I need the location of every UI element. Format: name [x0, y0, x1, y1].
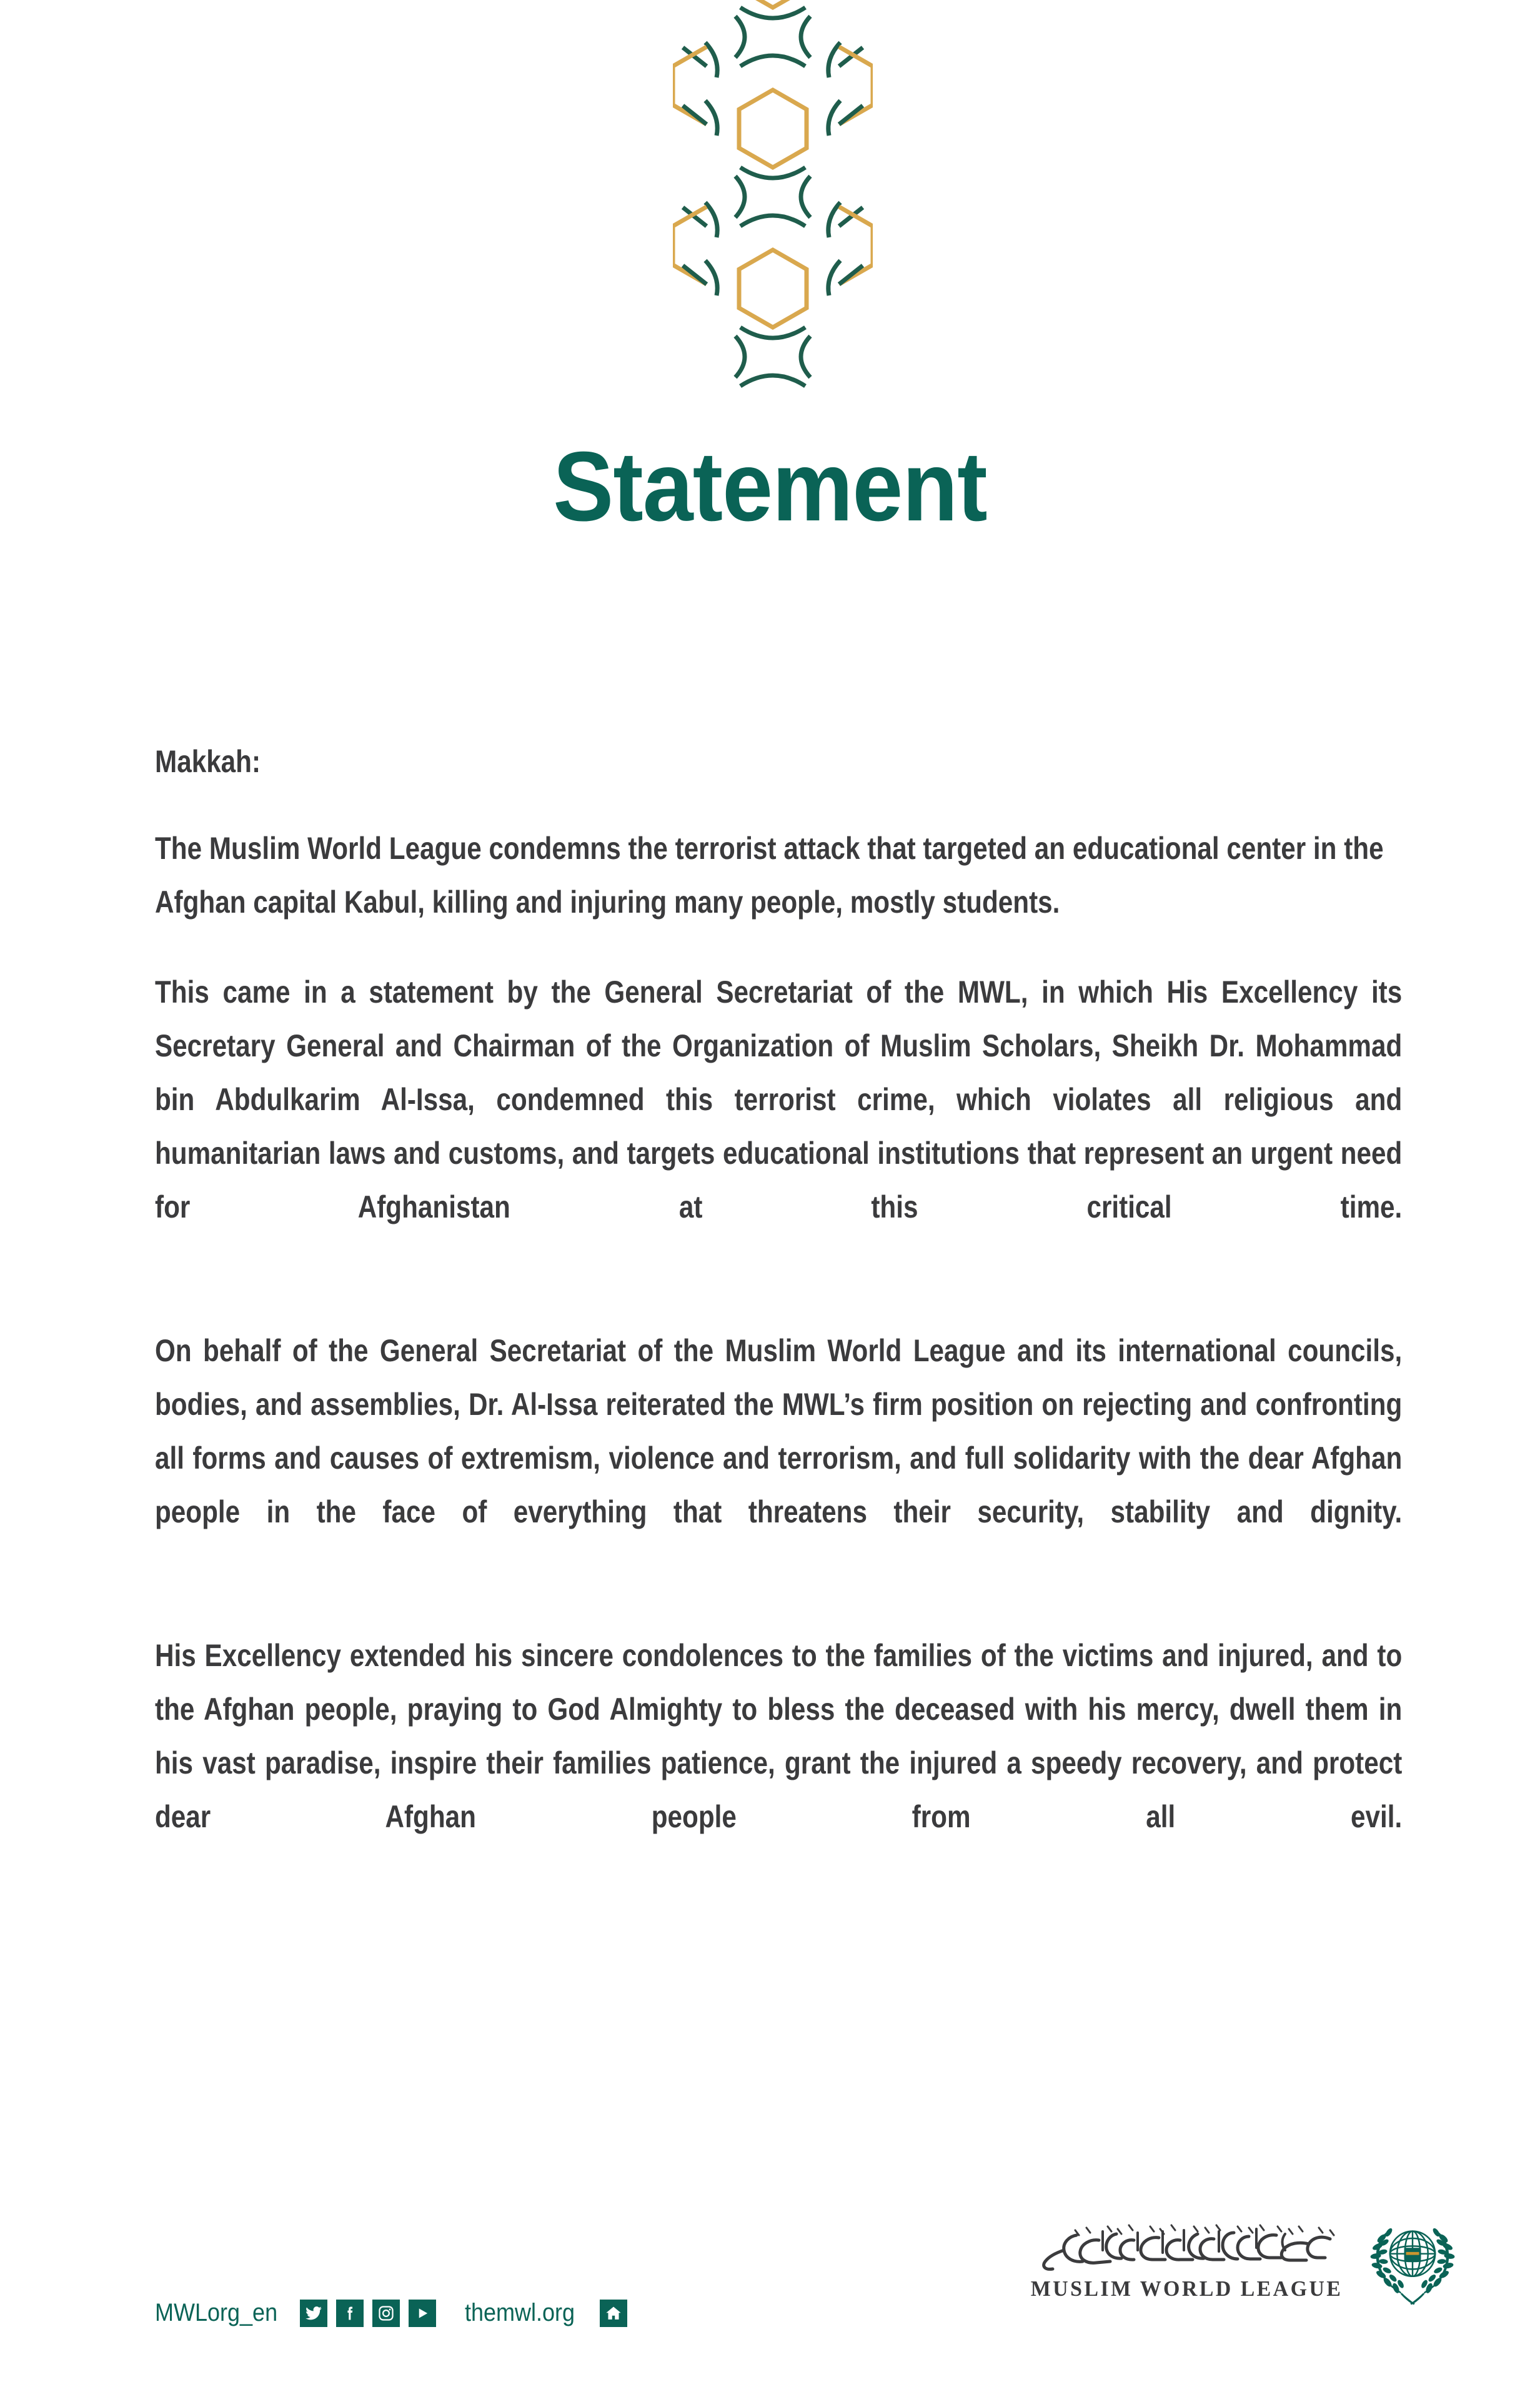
statement-paragraph: His Excellency extended his sincere condolences to the families of the victims and injured, and to the Afghan people, praying to God Almighty to bless the deceased with his mercy, dwell them in his vast paradise, inspire their families patience, grant the injured a speedy recovery, and protect dear Afghan people from all evil. [155, 1638, 1403, 1834]
home-icon[interactable] [600, 2300, 627, 2327]
statement-body [155, 740, 1403, 1897]
footer-social-bar [155, 2299, 627, 2327]
title-block [0, 432, 1540, 542]
facebook-icon[interactable] [336, 2300, 364, 2327]
youtube-icon[interactable] [409, 2300, 436, 2327]
mwl-globe-wreath-emblem [1365, 2215, 1460, 2310]
header-ornament-pattern [673, 0, 873, 390]
logo-wordmark [1026, 2223, 1348, 2301]
mwl-logo [1026, 2215, 1460, 2310]
statement-paragraph: The Muslim World League condemns the terrorist attack that targeted an educational center in the Afghan capital Kabul, killing and injuring many people, mostly students. [155, 831, 1384, 920]
statement-paragraph: This came in a statement by the General Secretariat of the MWL, in which His Excellency its Secretary General and Chairman of the Organization of Muslim Scholars, Sheikh Dr. Mohammad bin Abdulkarim Al-Issa, condemned this terrorist crime, which violates all religious and humanitarian laws and customs, and targets educational institutions that represent an urgent need for Afghanistan at this critical time. [155, 975, 1403, 1224]
logo-latin-wordmark: MUSLIM WORLD LEAGUE [1030, 2276, 1343, 2301]
instagram-icon[interactable] [372, 2300, 400, 2327]
page-title: Statement [553, 432, 987, 542]
website-url[interactable]: themwl.org [464, 2299, 575, 2326]
dateline: Makkah: [155, 744, 261, 779]
logo-arabic-calligraphy [1036, 2223, 1336, 2273]
social-handle: MWLorg_en [155, 2299, 278, 2326]
twitter-icon[interactable] [300, 2300, 327, 2327]
statement-paragraph: On behalf of the General Secretariat of the Muslim World League and its international councils, bodies, and assemblies, Dr. Al-Issa reiterated the MWL’s firm position on rejecting and confronting all forms and causes of extremism, violence and terrorism, and full solidarity with the dear Afghan people in the face of everything that threatens their security, stability and dignity. [155, 1333, 1403, 1529]
